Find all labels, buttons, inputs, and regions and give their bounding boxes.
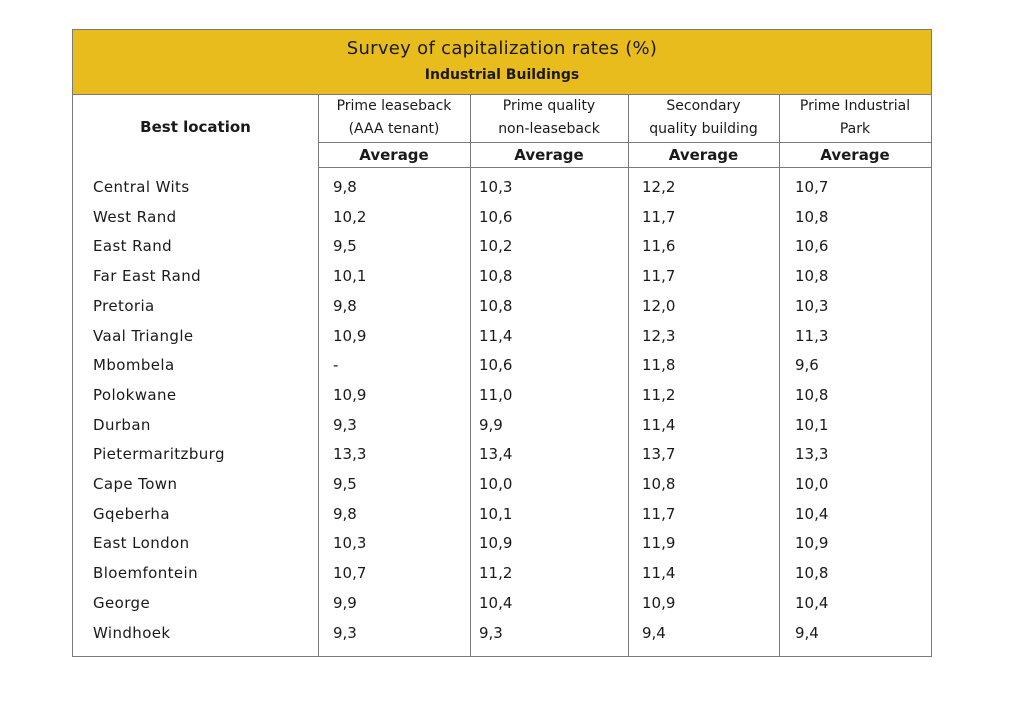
value-cell: 10,1 bbox=[479, 504, 513, 523]
location-cell: George bbox=[93, 593, 151, 612]
table-row bbox=[73, 410, 931, 440]
value-cell: 9,8 bbox=[333, 296, 357, 315]
value-cell: 10,9 bbox=[333, 385, 367, 404]
value-cell: 11,7 bbox=[642, 504, 676, 523]
value-cell: 10,0 bbox=[479, 475, 513, 493]
location-cell: Durban bbox=[93, 415, 151, 434]
location-cell: Cape Town bbox=[93, 475, 178, 493]
value-cell: 9,8 bbox=[333, 504, 357, 523]
value-cell: 10,1 bbox=[795, 415, 829, 434]
table-row bbox=[73, 350, 931, 380]
table-row bbox=[73, 588, 931, 618]
value-cell: 10,8 bbox=[795, 564, 829, 583]
location-cell: Pretoria bbox=[93, 296, 155, 315]
title-band bbox=[73, 30, 931, 95]
column-header-prime-quality: Prime quality non-leaseback bbox=[498, 98, 600, 137]
cap-rates-table bbox=[72, 29, 932, 657]
value-cell: 10,8 bbox=[479, 296, 513, 315]
value-cell: 10,3 bbox=[333, 534, 367, 553]
subheader-average: Average bbox=[359, 146, 429, 164]
value-cell: 13,3 bbox=[333, 445, 367, 464]
column-header-prime-industrial-park: Prime Industrial Park bbox=[799, 98, 911, 137]
value-cell: 10,8 bbox=[795, 385, 829, 404]
value-cell: 9,9 bbox=[479, 415, 503, 434]
value-cell: 11,4 bbox=[642, 415, 676, 434]
subheader-average: Average bbox=[514, 146, 584, 164]
location-cell: Gqeberha bbox=[93, 504, 170, 523]
value-cell: 10,3 bbox=[795, 296, 829, 315]
value-cell: 11,9 bbox=[642, 534, 676, 553]
table-row bbox=[73, 469, 931, 499]
subheader-average: Average bbox=[668, 146, 739, 164]
table-row bbox=[73, 558, 931, 588]
location-cell: Vaal Triangle bbox=[93, 326, 194, 345]
value-cell: 10,4 bbox=[795, 504, 829, 523]
value-cell: 9,5 bbox=[333, 237, 357, 256]
value-cell: 10,7 bbox=[333, 564, 367, 583]
value-cell: 10,2 bbox=[479, 237, 513, 256]
location-cell: East London bbox=[93, 534, 190, 553]
value-cell: 11,3 bbox=[795, 326, 829, 345]
value-cell: 10,1 bbox=[333, 267, 367, 286]
table-row bbox=[73, 528, 931, 558]
location-cell: Mbombela bbox=[93, 356, 175, 375]
value-cell: 9,5 bbox=[333, 475, 357, 493]
value-cell: 9,3 bbox=[333, 415, 357, 434]
value-cell: 10,3 bbox=[479, 178, 513, 196]
column-header-secondary: Secondary quality building bbox=[649, 98, 758, 137]
value-cell: 11,4 bbox=[479, 326, 513, 345]
table-row bbox=[73, 618, 931, 648]
table-row bbox=[73, 202, 931, 232]
value-cell: 11,7 bbox=[642, 207, 676, 226]
value-cell: 10,6 bbox=[795, 237, 829, 256]
table-row bbox=[73, 291, 931, 321]
value-cell: 11,2 bbox=[642, 385, 676, 404]
value-cell: 10,0 bbox=[795, 475, 829, 493]
value-cell: 10,9 bbox=[479, 534, 513, 553]
table-title: Survey of capitalization rates (%) bbox=[346, 38, 658, 59]
value-cell: 10,8 bbox=[642, 475, 676, 493]
value-cell: - bbox=[333, 356, 339, 375]
value-cell: 10,9 bbox=[333, 326, 367, 345]
value-cell: 10,2 bbox=[333, 207, 367, 226]
table-row bbox=[73, 499, 931, 529]
row-header-best-location: Best location bbox=[140, 118, 251, 136]
value-cell: 9,4 bbox=[642, 623, 666, 642]
table-subtitle: Industrial Buildings bbox=[424, 67, 580, 83]
value-cell: 12,2 bbox=[642, 178, 676, 196]
table-row bbox=[73, 231, 931, 261]
table-row bbox=[73, 439, 931, 469]
value-cell: 11,8 bbox=[642, 356, 676, 375]
table-row bbox=[73, 380, 931, 410]
value-cell: 10,4 bbox=[795, 593, 829, 612]
location-cell: Bloemfontein bbox=[93, 564, 199, 583]
location-cell: Pietermaritzburg bbox=[93, 445, 225, 464]
value-cell: 10,8 bbox=[795, 207, 829, 226]
value-cell: 11,0 bbox=[479, 385, 513, 404]
value-cell: 11,2 bbox=[479, 564, 513, 583]
location-cell: Central Wits bbox=[93, 178, 190, 196]
value-cell: 11,6 bbox=[642, 237, 676, 256]
value-cell: 9,6 bbox=[795, 356, 819, 375]
header-divider bbox=[318, 167, 931, 168]
subheader-average: Average bbox=[820, 146, 890, 164]
value-cell: 9,3 bbox=[333, 623, 357, 642]
value-cell: 10,7 bbox=[795, 178, 829, 196]
value-cell: 9,8 bbox=[333, 178, 357, 196]
location-cell: Windhoek bbox=[93, 623, 171, 642]
value-cell: 13,3 bbox=[795, 445, 829, 464]
value-cell: 10,9 bbox=[795, 534, 829, 553]
value-cell: 10,6 bbox=[479, 356, 513, 375]
value-cell: 9,4 bbox=[795, 623, 819, 642]
value-cell: 10,8 bbox=[479, 267, 513, 286]
value-cell: 13,4 bbox=[479, 445, 513, 464]
value-cell: 11,4 bbox=[642, 564, 676, 583]
location-cell: Far East Rand bbox=[93, 267, 202, 286]
location-cell: East Rand bbox=[93, 237, 173, 256]
value-cell: 10,9 bbox=[642, 593, 676, 612]
column-header-prime-leaseback: Prime leaseback (AAA tenant) bbox=[336, 98, 452, 137]
value-cell: 10,4 bbox=[479, 593, 513, 612]
value-cell: 13,7 bbox=[642, 445, 676, 464]
value-cell: 9,9 bbox=[333, 593, 357, 612]
value-cell: 12,3 bbox=[642, 326, 676, 345]
value-cell: 12,0 bbox=[642, 296, 676, 315]
table-row bbox=[73, 261, 931, 291]
value-cell: 10,8 bbox=[795, 267, 829, 286]
location-cell: Polokwane bbox=[93, 385, 177, 404]
table-row bbox=[73, 321, 931, 351]
value-cell: 9,3 bbox=[479, 623, 503, 642]
value-cell: 11,7 bbox=[642, 267, 676, 286]
value-cell: 10,6 bbox=[479, 207, 513, 226]
table-row bbox=[73, 172, 931, 202]
location-cell: West Rand bbox=[93, 207, 177, 226]
